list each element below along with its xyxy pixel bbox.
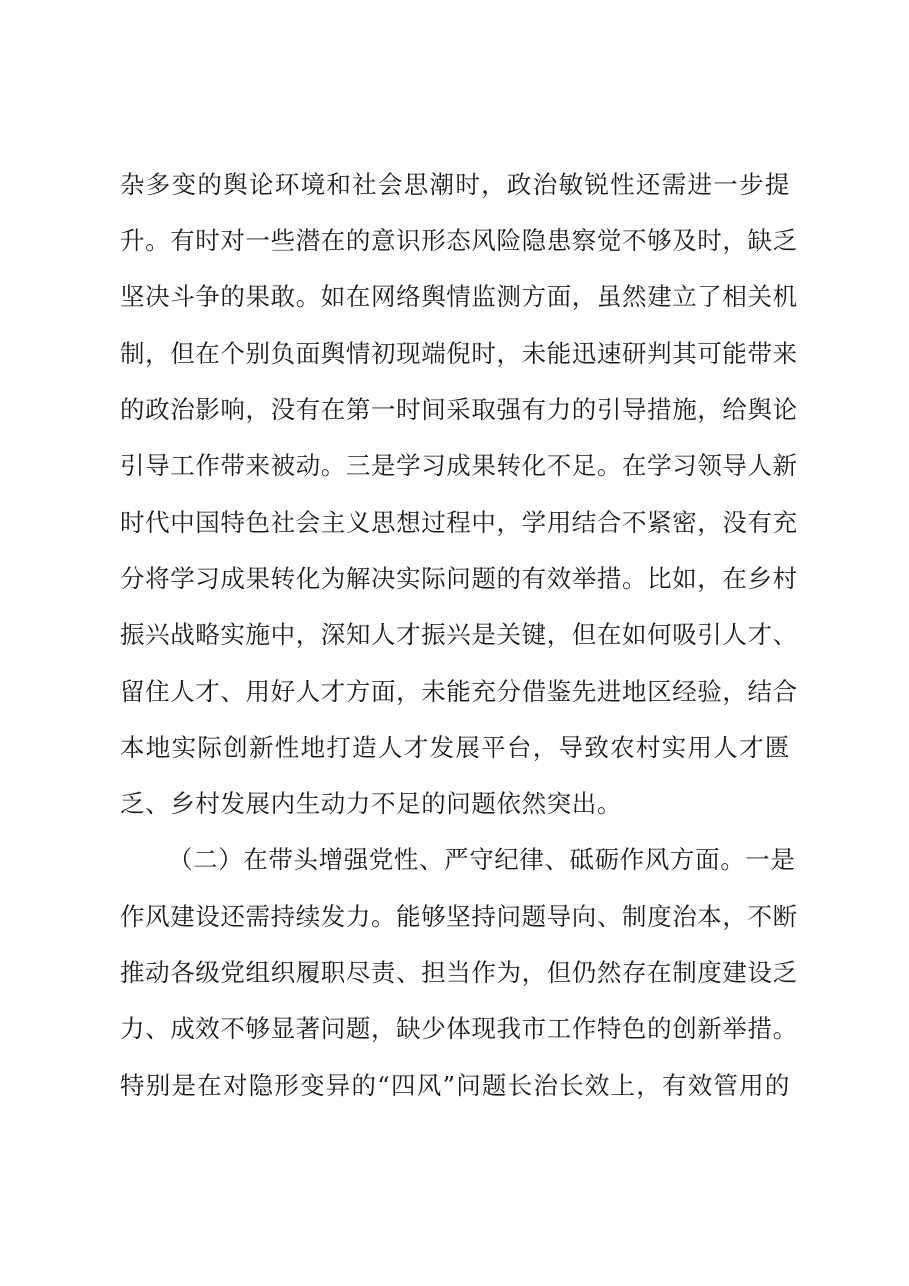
text-line: 留住人才、用好人才方面，未能充分借鉴先进地区经验，结合	[120, 677, 798, 706]
text-line: 本地实际创新性地打造人才发展平台，导致农村实用人才匮	[120, 733, 790, 762]
text-line: 时代中国特色社会主义思想过程中，学用结合不紧密，没有充	[120, 508, 798, 537]
text-line: 特别是在对隐形变异的“四风”问题长治长效上，有效管用的	[120, 1071, 790, 1100]
text-line: 升。有时对一些潜在的意识形态风险隐患察觉不够及时，缺乏	[120, 226, 798, 255]
text-line: 力、成效不够显著问题，缺少体现我市工作特色的创新举措。	[120, 1014, 798, 1043]
text-line: 推动各级党组织履职尽责、担当作为，但仍然存在制度建设乏	[120, 958, 798, 987]
text-line: 的政治影响，没有在第一时间采取强有力的引导措施，给舆论	[120, 395, 798, 424]
text-line: 制，但在个别负面舆情初现端倪时，未能迅速研判其可能带来	[120, 339, 798, 368]
text-line: 坚决斗争的果敢。如在网络舆情监测方面，虽然建立了相关机	[120, 282, 798, 311]
text-line: 乏、乡村发展内生动力不足的问题依然突出。	[120, 789, 622, 818]
section-heading-line: （二）在带头增强党性、严守纪律、砥砺作风方面。一是	[168, 845, 796, 874]
text-line: 作风建设还需持续发力。能够坚持问题导向、制度治本，不断	[120, 902, 798, 931]
text-line: 振兴战略实施中，深知人才振兴是关键，但在如何吸引人才、	[120, 620, 798, 649]
text-line: 杂多变的舆论环境和社会思潮时，政治敏锐性还需进一步提	[120, 170, 790, 199]
text-line: 引导工作带来被动。三是学习成果转化不足。在学习领导人新	[120, 451, 798, 480]
text-line: 分将学习成果转化为解决实际问题的有效举措。比如，在乡村	[120, 564, 798, 593]
